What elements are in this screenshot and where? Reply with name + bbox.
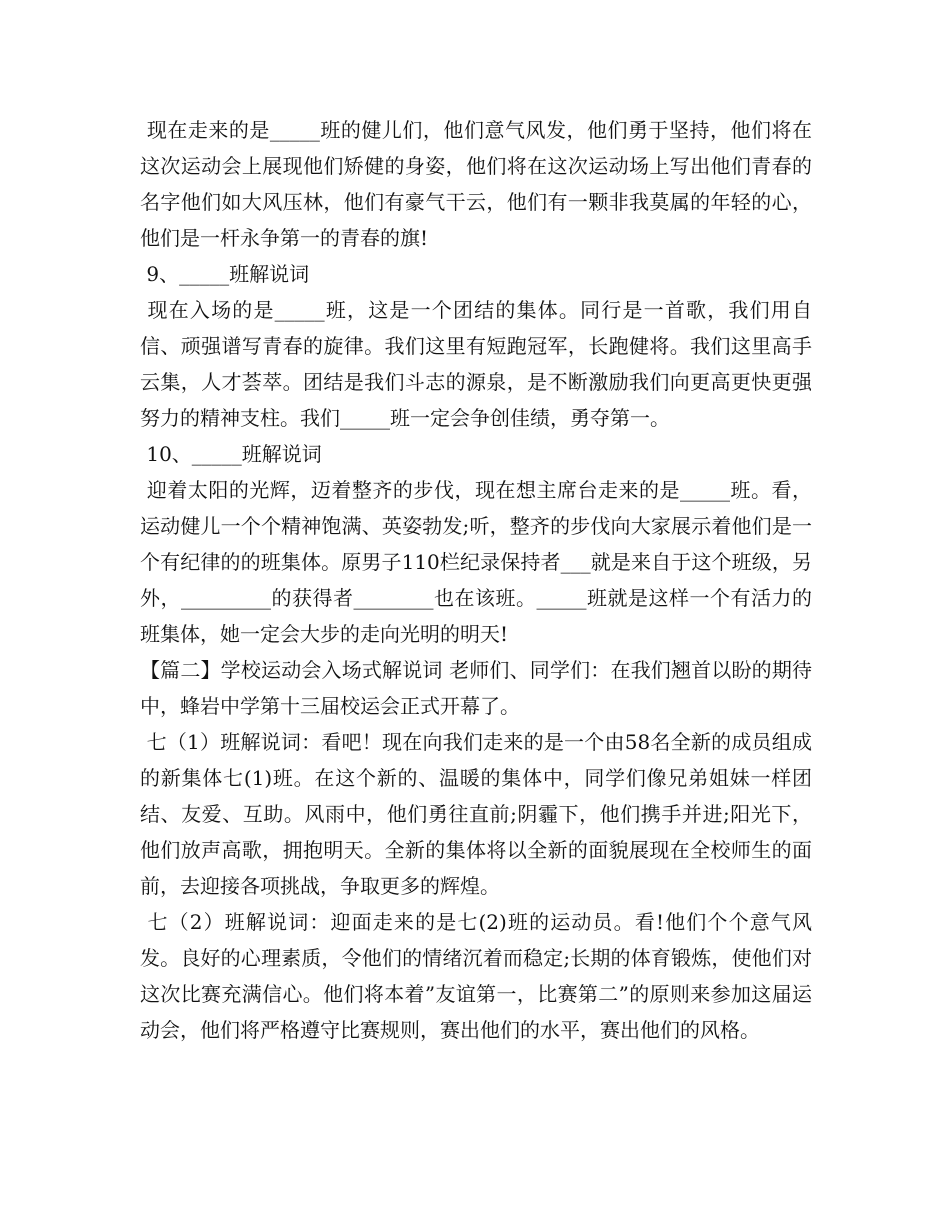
paragraph-class-10: 迎着太阳的光辉，迈着整齐的步伐，现在想主席台走来的是_____班。看，运动健儿一个个精神饱满、英姿勃发;听，整齐的步伐向大家展示着他们是一个有纪律的的班集体。原男子110栏纪录保持者___就是来自于这个班级，另外，_________的获得者________也在该班。_____班就是这样一个有活力的班集体，她一定会大步的走向光明的明天! — [140, 478, 813, 646]
paragraph-class-9: 现在入场的是_____班，这是一个团结的集体。同行是一首歌，我们用自信、顽强谱写青春的旋律。我们这里有短跑冠军，长跑健将。我们这里高手云集，人才荟萃。团结是我们斗志的源泉，是不断激励我们向更高更快更强努力的精神支柱。我们_____班一定会争创佳绩，勇夺第一。 — [140, 298, 812, 430]
paragraph-intro: 现在走来的是_____班的健儿们，他们意气风发，他们勇于坚持，他们将在这次运动会上展现他们矫健的身姿，他们将在这次运动场上写出他们青春的名字他们如大风压林，他们有豪气干云，他们有一颗非我莫属的年轻的心，他们是一杆永争第一的青春的旗! — [140, 118, 813, 250]
heading-class-10: 10、_____班解说词 — [140, 442, 322, 466]
paragraph-part-two: 【篇二】学校运动会入场式解说词 老师们、同学们：在我们翘首以盼的期待中，蜂岩中学第十三届校运会正式开幕了。 — [140, 658, 812, 718]
paragraph-class-7-1: 七（1）班解说词：看吧！现在向我们走来的是一个由58名全新的成员组成的新集体七(1)班。在这个新的、温暖的集体中，同学们像兄弟姐妹一样团结、友爱、互助。风雨中，他们勇往直前;阴霾下，他们携手并进;阳光下，他们放声高歌，拥抱明天。全新的集体将以全新的面貌展现在全校师生的面前，去迎接各项挑战，争取更多的辉煌。 — [140, 730, 812, 898]
heading-class-9: 9、_____班解说词 — [140, 262, 310, 286]
paragraph-class-7-2: 七（2）班解说词：迎面走来的是七(2)班的运动员。看!他们个个意气风发。良好的心理素质，令他们的情绪沉着而稳定;长期的体育锻炼，使他们对这次比赛充满信心。他们将本着”友谊第一，比赛第二”的原则来参加这届运动会，他们将严格遵守比赛规则，赛出他们的水平，赛出他们的风格。 — [140, 910, 812, 1042]
document-page — [140, 112, 812, 1048]
